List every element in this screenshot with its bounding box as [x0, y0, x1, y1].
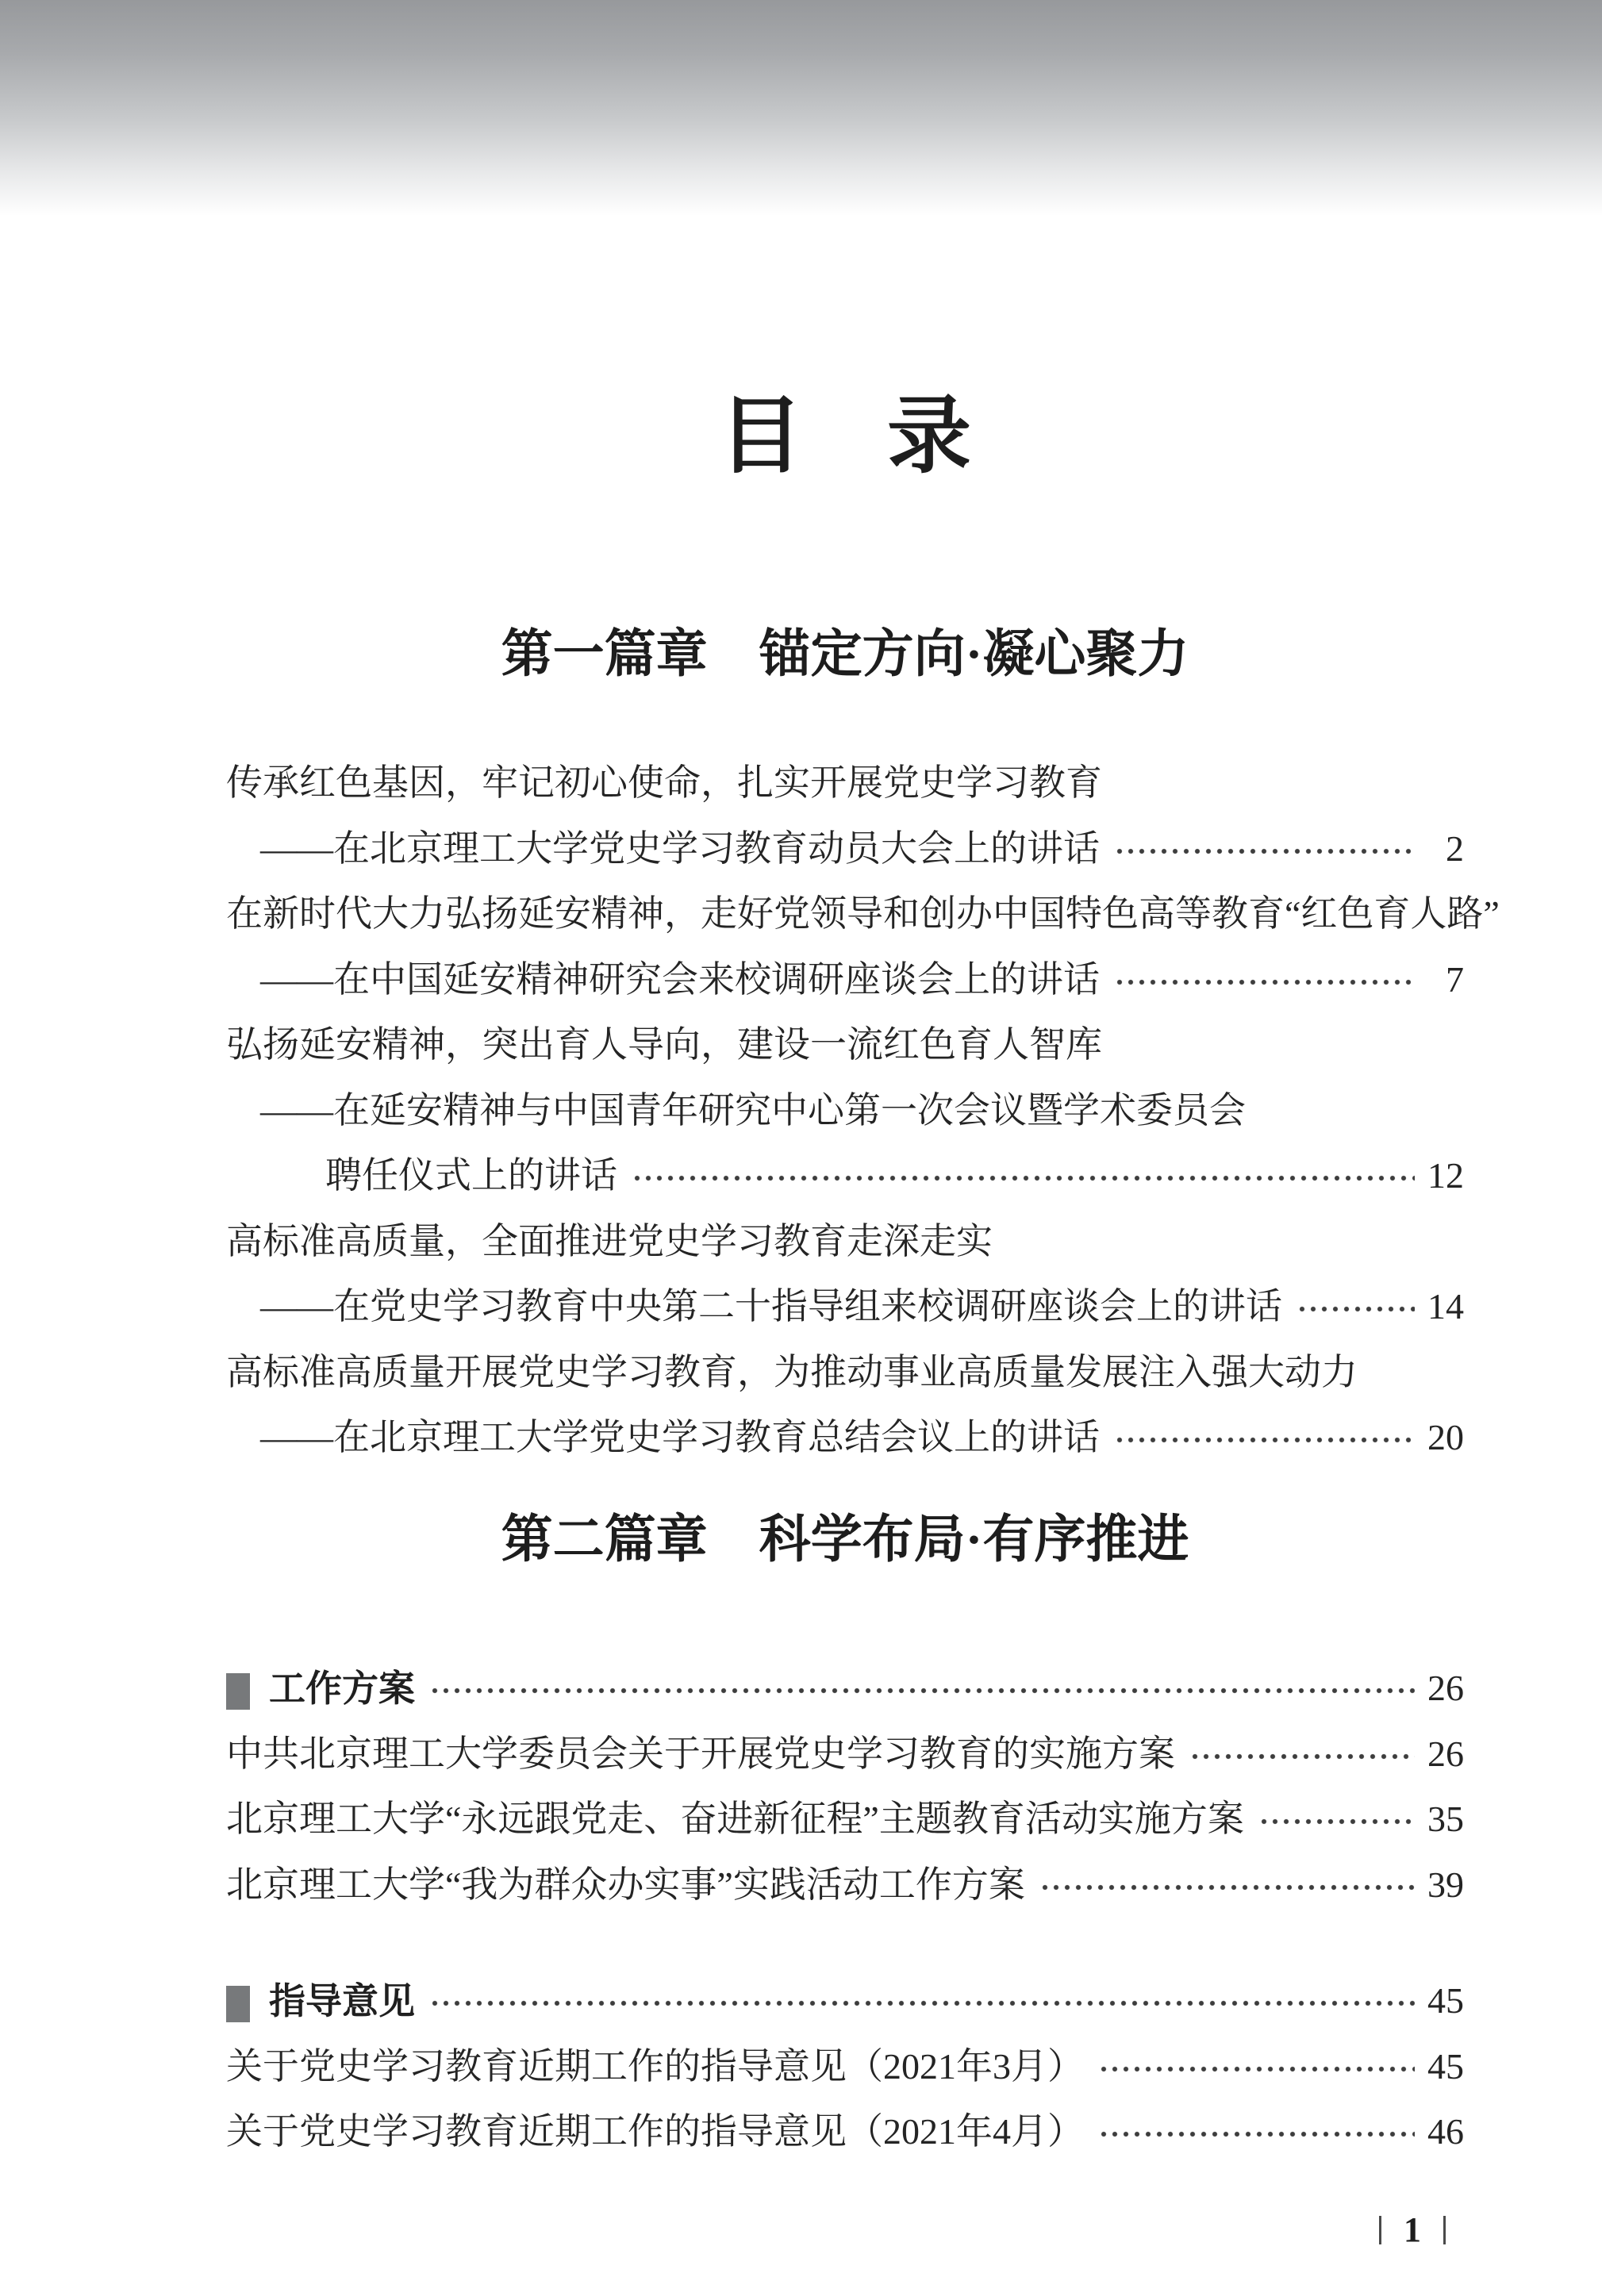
entry-title: 关于党史学习教育近期工作的指导意见（2021年4月）	[226, 2111, 1084, 2152]
entry-title: ——在北京理工大学党史学习教育总结会议上的讲话	[260, 1417, 1100, 1458]
footer-right-bar	[1443, 2216, 1446, 2244]
entry-title: 高标准高质量开展党史学习教育，为推动事业高质量发展注入强大动力	[226, 1351, 1358, 1392]
entry-title: 在新时代大力弘扬延安精神，走好党领导和创办中国特色高等教育“红色育人路”	[226, 893, 1500, 935]
entry-title: ——在党史学习教育中央第二十指导组来校调研座谈会上的讲话	[260, 1286, 1282, 1327]
toc-entry	[226, 1012, 1464, 1078]
entry-page-number: 12	[1427, 1155, 1464, 1196]
entry-page-number: 26	[1427, 1733, 1464, 1774]
section-bullet-square	[226, 1673, 250, 1710]
dotted-leader	[632, 1160, 1415, 1196]
dotted-leader	[429, 1672, 1415, 1709]
entry-title: 传承红色基因，牢记初心使命，扎实开展党史学习教育	[226, 762, 1102, 804]
toc-entry	[226, 1209, 1464, 1275]
entry-page-number: 46	[1427, 2111, 1464, 2152]
entry-page-number: 14	[1427, 1286, 1464, 1327]
dotted-leader	[429, 1985, 1415, 2021]
entry-title: 高标准高质量，全面推进党史学习教育走深走实	[226, 1220, 993, 1261]
toc-entry	[226, 816, 1464, 882]
section-label: 工作方案	[269, 1668, 415, 1710]
entry-title: 关于党史学习教育近期工作的指导意见（2021年3月）	[226, 2045, 1084, 2087]
entry-page-number: 39	[1427, 1864, 1464, 1905]
page-title: 目 录	[719, 390, 971, 483]
entry-page-number: 45	[1427, 2045, 1464, 2087]
header-gradient-band	[0, 0, 1602, 216]
toc-entry	[226, 2099, 1464, 2165]
toc-entry	[226, 1853, 1464, 1918]
toc-entry	[226, 1656, 1464, 1722]
toc-entry	[226, 1787, 1464, 1853]
footer-page-number: 1	[1404, 2210, 1421, 2249]
chapter-1-toc	[226, 751, 1500, 1471]
entry-title: 北京理工大学“永远跟党走、奋进新征程”主题教育活动实施方案	[226, 1799, 1244, 1840]
toc-entry	[226, 2034, 1464, 2100]
dotted-leader	[1114, 1422, 1415, 1458]
footer-left-bar	[1379, 2216, 1381, 2244]
entry-page-number: 2	[1446, 827, 1464, 869]
toc-entry	[226, 947, 1464, 1013]
entry-title: ——在北京理工大学党史学习教育动员大会上的讲话	[260, 827, 1100, 869]
entry-title: ——在延安精神与中国青年研究中心第一次会议暨学术委员会	[260, 1089, 1246, 1131]
toc-entry	[226, 1143, 1464, 1209]
entry-page-number: 35	[1427, 1799, 1464, 1840]
chapter-2-heading: 第二篇章 科学布局·有序推进	[501, 1511, 1189, 1568]
page-footer	[1379, 2210, 1446, 2249]
entry-page-number: 45	[1427, 1980, 1464, 2021]
toc-entry	[226, 1274, 1464, 1340]
toc-entry	[226, 1968, 1464, 2034]
dotted-leader	[1114, 833, 1415, 870]
section-label: 指导意见	[269, 1980, 415, 2022]
section-bullet-square	[226, 1986, 250, 2022]
dotted-leader	[1258, 1803, 1415, 1840]
toc-entry	[226, 1078, 1464, 1144]
dotted-leader	[1098, 2116, 1415, 2152]
dotted-leader	[1114, 964, 1415, 1000]
toc-entry	[226, 1340, 1464, 1406]
toc-entry	[226, 1405, 1464, 1471]
entry-page-number: 7	[1446, 958, 1464, 1000]
entry-page-number: 26	[1427, 1668, 1464, 1709]
toc-entry	[226, 751, 1464, 816]
entry-page-number: 20	[1427, 1417, 1464, 1458]
chapter-1-heading: 第一篇章 锚定方向·凝心聚力	[501, 626, 1189, 683]
entry-title: 北京理工大学“我为群众办实事”实践活动工作方案	[226, 1864, 1025, 1905]
dotted-leader	[1297, 1291, 1415, 1327]
dotted-leader	[1098, 2051, 1415, 2087]
toc-entry	[226, 881, 1500, 947]
entry-title: 聘任仪式上的讲话	[325, 1155, 617, 1196]
chapter-2-toc	[226, 1656, 1464, 2165]
entry-title: 中共北京理工大学委员会关于开展党史学习教育的实施方案	[226, 1733, 1175, 1774]
dotted-leader	[1039, 1869, 1415, 1906]
entry-title: ——在中国延安精神研究会来校调研座谈会上的讲话	[260, 958, 1100, 1000]
dotted-leader	[1189, 1738, 1415, 1775]
toc-entry	[226, 1722, 1464, 1787]
entry-title: 弘扬延安精神，突出育人导向，建设一流红色育人智库	[226, 1024, 1102, 1065]
